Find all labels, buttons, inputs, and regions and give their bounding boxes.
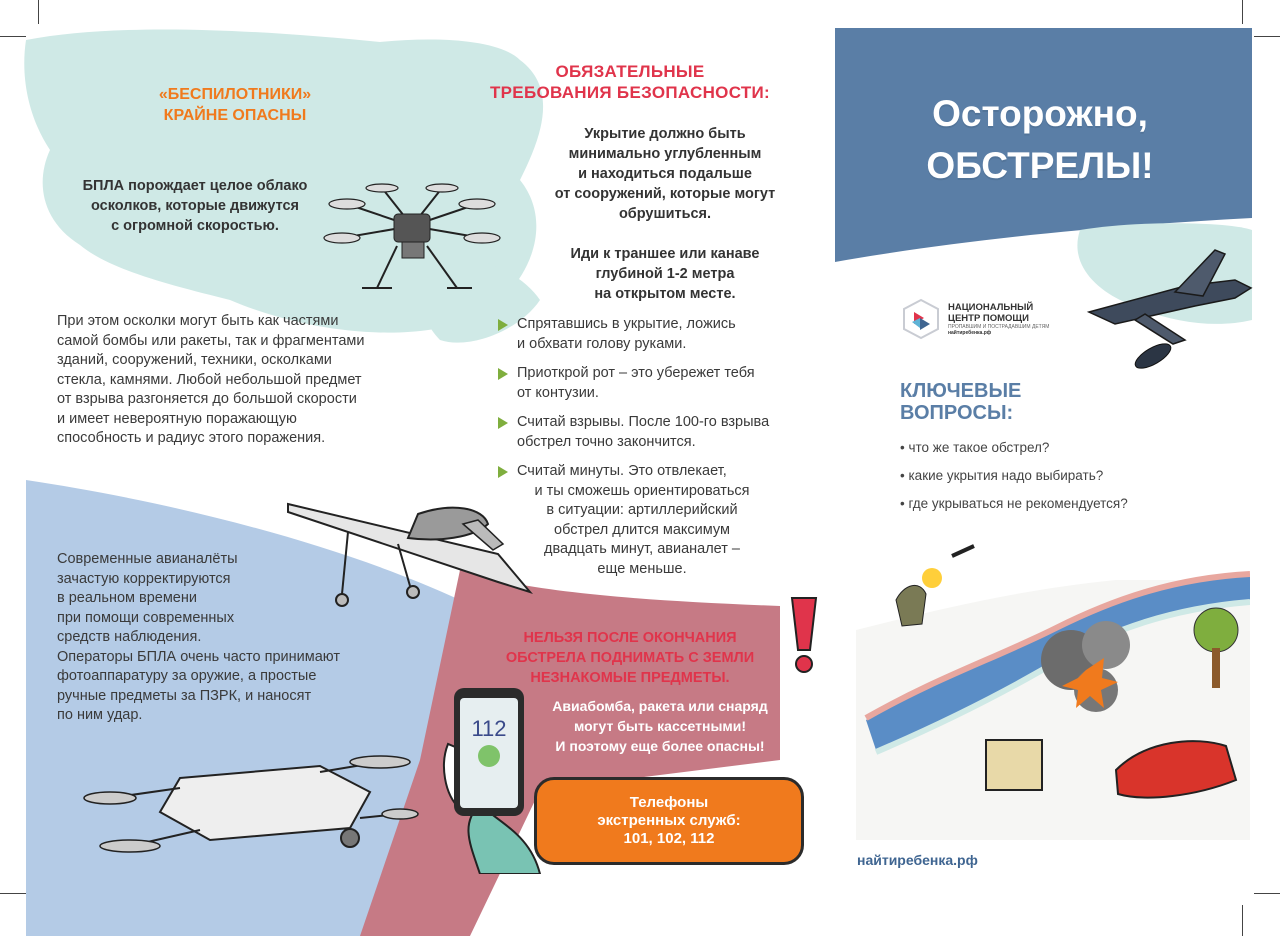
- trench-paragraph: [520, 244, 810, 304]
- exclamation-icon: [786, 596, 822, 676]
- cover-title-line: ОБСТРЕЛЫ!: [926, 145, 1154, 186]
- text-line: при помощи современных: [57, 609, 235, 626]
- emergency-phones-box: [534, 777, 804, 865]
- text-line: Укрытие должно быть: [584, 126, 746, 142]
- airraid-paragraph: [57, 550, 397, 726]
- shelter-paragraph: [520, 124, 810, 224]
- text-line: Считай минуты. Это отвлекает,: [517, 463, 727, 479]
- text-line: могут быть кассетными!: [573, 718, 747, 734]
- text-line: Приоткрой рот – это убережет тебя: [517, 365, 755, 381]
- cover-title-line: Осторожно,: [932, 93, 1148, 134]
- text-line: в реальном времени: [57, 590, 197, 606]
- quadcopter-drone-icon: [80, 748, 420, 862]
- text-line: Операторы БПЛА очень часто принимают: [57, 648, 340, 665]
- questions-list: [900, 438, 1220, 514]
- text-line: осколков, которые движутся: [90, 198, 300, 214]
- text-line: зданий, сооружений, техники, осколками: [57, 352, 332, 368]
- text-line: стекла, камнями. Любой небольшой предмет: [57, 371, 362, 388]
- text-line: зачастую корректируются: [57, 570, 231, 587]
- text-line: двадцать минут, авианалет –: [544, 541, 740, 557]
- safety-title-line: ТРЕБОВАНИЯ БЕЗОПАСНОСТИ:: [489, 83, 771, 102]
- logo-tagline: ПРОПАВШИМ И ПОСТРАДАВШИМ ДЕТЯМ: [948, 324, 1050, 330]
- text-line: Иди к траншее или канаве: [570, 246, 760, 262]
- text-line: от контузии.: [517, 384, 599, 401]
- key-title-line: КЛЮЧЕВЫЕ: [900, 380, 1022, 402]
- phones-label: экстренных служб:: [597, 812, 741, 829]
- hexacopter-drone-icon: [322, 176, 502, 304]
- fragments-paragraph: [57, 312, 407, 449]
- text-line: Считай взрывы. После 100-го взрыва: [517, 414, 770, 430]
- green-arrow-icon: [498, 417, 508, 429]
- logo-site: найтиребенка.рф: [948, 330, 992, 336]
- drone-title: [130, 84, 340, 126]
- text-line: минимально углубленным: [568, 146, 762, 162]
- green-arrow-icon: [498, 368, 508, 380]
- text-line: НЕЗНАКОМЫЕ ПРЕДМЕТЫ.: [530, 670, 730, 686]
- phones-numbers: 101, 102, 112: [623, 830, 715, 847]
- safety-title: [440, 61, 820, 103]
- safety-bullets: [498, 315, 808, 579]
- bullet-item: [498, 413, 808, 452]
- text-line: способность и радиус этого поражения.: [57, 430, 326, 446]
- site-link[interactable]: найтиребенка.рф: [857, 852, 978, 868]
- text-line: Спрятавшись в укрытие, ложись: [517, 316, 736, 332]
- text-line: ручные предметы за ПЗРК, и наносят: [57, 687, 312, 704]
- text-line: ОБСТРЕЛА ПОДНИМАТЬ С ЗЕМЛИ: [505, 650, 755, 666]
- cover-title: [850, 88, 1230, 192]
- key-title-line: ВОПРОСЫ:: [900, 402, 1014, 424]
- text-line: фотоаппаратуру за оружие, а простые: [57, 668, 317, 684]
- text-line: При этом осколки могут быть как частями: [57, 313, 339, 329]
- ncp-logo-icon: [900, 298, 942, 340]
- text-line: глубиной 1-2 метра: [595, 266, 735, 282]
- text-line: НЕЛЬЗЯ ПОСЛЕ ОКОНЧАНИЯ: [523, 630, 737, 646]
- shelling-scene-illustration: [856, 540, 1250, 840]
- drone-title-line: КРАЙНЕ ОПАСНЫ: [163, 107, 307, 124]
- text-line: средств наблюдения.: [57, 629, 202, 645]
- green-arrow-icon: [498, 466, 508, 478]
- text-line: и имеет невероятную поражающую: [57, 410, 297, 427]
- text-line: от взрыва разгоняется до большой скорости: [57, 391, 357, 407]
- question-item: • что же такое обстрел?: [900, 440, 1050, 455]
- ncp-logo-text: [948, 302, 1058, 336]
- text-line: и ты сможешь ориентироваться: [534, 482, 750, 499]
- text-line: и находиться подальше: [578, 166, 752, 182]
- safety-title-line: ОБЯЗАТЕЛЬНЫЕ: [555, 62, 705, 81]
- text-line: от сооружений, которые могут: [554, 186, 776, 202]
- logo-line: ЦЕНТР ПОМОЩИ: [948, 313, 1029, 324]
- text-line: в ситуации: артиллерийский: [546, 502, 738, 518]
- text-line: обстрел точно закончится.: [517, 433, 696, 450]
- question-item: • где укрываться не рекомендуется?: [900, 496, 1128, 511]
- bpla-paragraph: [50, 176, 340, 236]
- fighter-jet-icon: [1085, 240, 1253, 380]
- text-line: еще меньше.: [597, 560, 687, 577]
- text-line: и обхвати голову руками.: [517, 335, 687, 352]
- text-line: Современные авианалёты: [57, 551, 238, 567]
- text-line: И поэтому еще более опасны!: [555, 738, 765, 754]
- text-line: обрушиться.: [618, 206, 712, 222]
- question-item: • какие укрытия надо выбирать?: [900, 468, 1104, 483]
- text-line: обстрел длится максимум: [554, 521, 730, 538]
- text-line: Авиабомба, ракета или снаряд: [552, 698, 768, 714]
- logo-line: НАЦИОНАЛЬНЫЙ: [948, 302, 1034, 313]
- green-arrow-icon: [498, 319, 508, 331]
- key-questions-title: [900, 380, 1100, 424]
- phones-label: Телефоны: [629, 794, 709, 811]
- bullet-item: [498, 462, 808, 579]
- phone-screen-number: 112: [471, 716, 507, 741]
- text-line: самой бомбы или ракеты, так и фрагментами: [57, 332, 365, 349]
- drone-title-line: «БЕСПИЛОТНИКИ»: [158, 86, 312, 103]
- text-line: с огромной скоростью.: [111, 218, 279, 234]
- bullet-item: [498, 364, 808, 403]
- bullet-item: [498, 315, 808, 354]
- text-line: на открытом месте.: [594, 286, 736, 302]
- warning-body: [530, 696, 790, 756]
- text-line: БПЛА порождает целое облако: [82, 178, 308, 194]
- warning-title: [480, 628, 780, 688]
- text-line: по ним удар.: [57, 707, 143, 723]
